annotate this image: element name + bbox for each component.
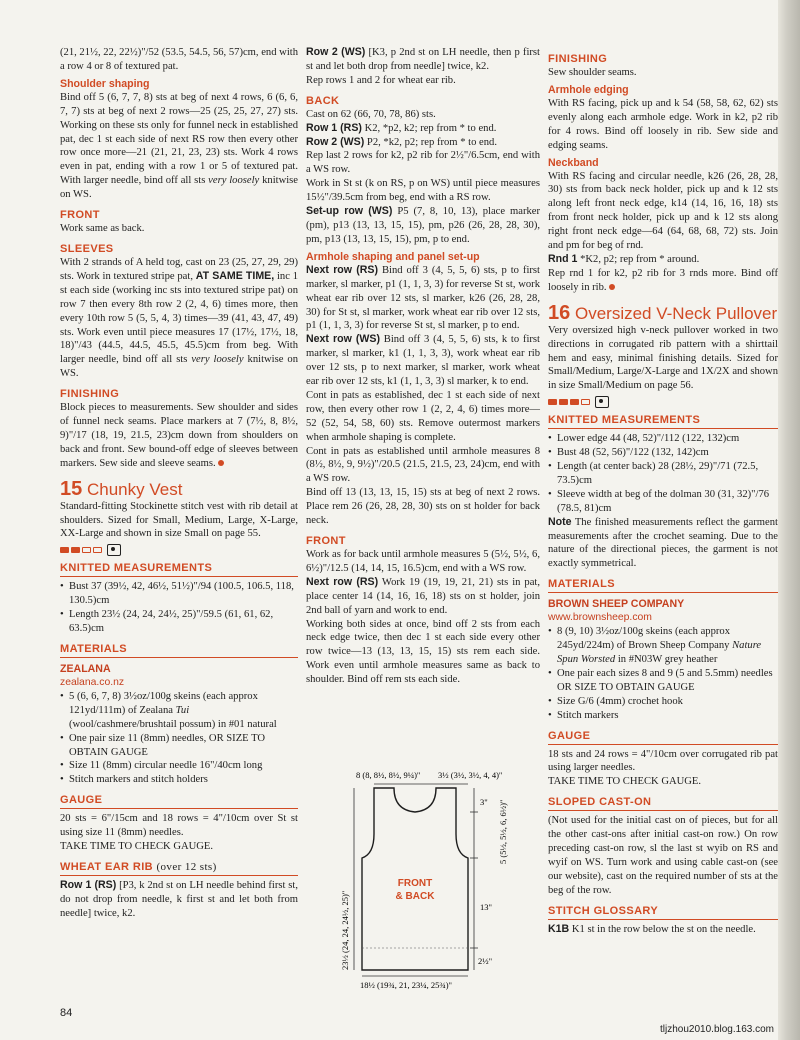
skill-level-empty-icon bbox=[581, 399, 590, 405]
end-dot-icon bbox=[609, 284, 615, 290]
list-item: • Stitch markers and stitch holders bbox=[60, 773, 298, 787]
armhole-edging-text: With RS facing, pick up and k 54 (58, 58, 62, 62) sts evenly along each armhole edge. Work in k2, p2 rib for 4 rows. Bind off loosely in rib. Sew side and edging seams. bbox=[548, 97, 778, 151]
gauge-text: 20 sts = 6"/15cm and 18 rows = 4"/10cm over St st using size 11 (8mm) needles. bbox=[60, 813, 298, 839]
list-item: • Length (at center back) 28 (28½, 29)"/71 (72.5, 73.5)cm bbox=[548, 460, 778, 488]
continue-2: Cont in pats as established until armhole measures 8 (8½, 8½, 9, 9½)"/20.5 (21.5, 21.5, 23, 24)cm, end with a WS row. bbox=[306, 445, 540, 485]
list-item: • One pair each sizes 8 and 9 (5 and 5.5mm) needles OR SIZE TO OBTAIN GAUGE bbox=[548, 667, 778, 695]
front-heading-2: FRONT bbox=[306, 535, 346, 547]
gauge-check-16: TAKE TIME TO CHECK GAUGE. bbox=[548, 776, 702, 788]
schematic-top-right-label: 3½ (3½, 3½, 4, 4)" bbox=[438, 770, 503, 780]
brand-name: ZEALANA bbox=[60, 663, 111, 675]
next-row-ws: Next row (WS) Bind off 3 (4, 5, 5, 6) sts, k to first marker, sl marker, k1 (1, 1, 3, 3), work wheat ear rib over 12 sts, p to next marker, sl marker, work wheat ear rib over 12 sts, k1 (1, 1, 3, 3) sl marker, k to end. bbox=[306, 333, 540, 388]
materials-list-16 bbox=[548, 625, 778, 722]
neckband-text: With RS facing and circular needle, k26 (26, 28, 28, 30) sts from back neck holder, pick up and k 12 sts along left front neck edge, k14 (14, 16, 16, 18) sts from front neck holder, pick up and k 12 sts along right front neck edge—64 (64, 68, 68, 72) sts. Join and pm for beg of rnd. bbox=[548, 170, 778, 252]
shoulder-intro: (21, 21½, 22, 22½)"/52 (53.5, 54.5, 56, 57)cm, end with a row 4 or 8 of textured pat. bbox=[60, 47, 298, 72]
brand-name-16: BROWN SHEEP COMPANY bbox=[548, 598, 685, 611]
pattern-15-description: Standard-fitting Stockinette stitch vest with rib detail at shoulders. Sized for Small, Medium, Large, X-Large, XX-Large and shown in size Small on page 55. bbox=[60, 500, 298, 540]
gauge-text-16: 18 sts and 24 rows = 4"/10cm over corrugated rib pat using larger needles. bbox=[548, 748, 778, 774]
skill-level-indicator bbox=[60, 545, 298, 555]
k1b-definition: K1B K1 st in the row below the st on the needle. bbox=[548, 922, 756, 935]
pattern-16-title: 16 Oversized V-Neck Pullover bbox=[548, 301, 778, 324]
continue-1: Cont in pats as established, dec 1 st each side of next row, then every other row 1 (2, 2, 4, 6) times more—52 (52, 54, 58, 60) sts. Remove outermost markers when armhole shaping is complete. bbox=[306, 389, 540, 443]
front-work: Working both sides at once, bind off 2 sts from each neck edge twice, then dec 1 st each side every other row twice—13 (13, 13, 15, 15) sts rem each side. Work even until armhole measures same as back to shoulder. Bind off rem sts each side. bbox=[306, 618, 540, 686]
gauge-heading: GAUGE bbox=[60, 793, 298, 809]
schematic-width: 18½ (19¾, 21, 23¼, 25¾)" bbox=[360, 980, 453, 990]
end-dot-icon bbox=[218, 460, 224, 466]
yarn-weight-icon bbox=[595, 396, 609, 408]
back-heading: BACK bbox=[306, 94, 340, 107]
measurements-list-16 bbox=[548, 432, 778, 515]
list-item: • Sleeve width at beg of the dolman 30 (31, 32)"/76 (78.5, 81)cm bbox=[548, 488, 778, 516]
next-row-rs: Next row (RS) Bind off 3 (4, 5, 5, 6) sts, p to first marker, sl marker, p1 (1, 1, 3, 3) for reverse St st, work wheat ear rib over 12 sts, sl marker, k26 (26, 28, 28, 30) for St st, sl marker, work wheat ear rib over 12 sts, p1 (1, 1, 3, 3) for reverse St st, sl marker, p to end. bbox=[306, 263, 540, 332]
pattern-16-description: Very oversized high v-neck pullover worked in two directions in corrugated rib pattern with a shirttail hem and easy, minimal finishing details. Sized for Small/Medium, Large/X-Large and 1X/2X and shown in size Small/Medium on page 56. bbox=[548, 324, 778, 392]
shoulder-shaping-text: Bind off 5 (6, 7, 7, 8) sts at beg of next 4 rows, 6 (6, 6, 7, 7) sts at beg of next 2 rows—25 (25, 25, 27, 27) sts. Working on these sts only for funnel neck in established pat, dec 1 st each side of next RS row then every other row once more—21 (21, 21, 23, 23) sts. Work 4 rows even in pat, ending with a row 1 or 5 of textured pat. With larger needle, bind off all sts very loosely knitwise on WS. bbox=[60, 91, 298, 201]
list-item: • Stitch markers bbox=[548, 709, 778, 723]
list-item: • Size G/6 (4mm) crochet hook bbox=[548, 695, 778, 709]
front-next-row: Next row (RS) Work 19 (19, 19, 21, 21) sts in pat, place center 14 (14, 16, 16, 18) sts on st holder, join 2nd ball of yarn and work to end. bbox=[306, 575, 540, 616]
page-number: 84 bbox=[60, 1007, 73, 1019]
materials-heading: MATERIALS bbox=[60, 642, 298, 658]
rep-text: Rep rows 1 and 2 for wheat ear rib. bbox=[306, 74, 456, 86]
yarn-weight-icon bbox=[107, 544, 121, 556]
armhole-edging-heading: Armhole edging bbox=[548, 83, 629, 96]
schematic-label-back: & BACK bbox=[395, 891, 435, 902]
schematic-label-front: FRONT bbox=[397, 878, 433, 889]
stitch-glossary-heading: STITCH GLOSSARY bbox=[548, 904, 778, 920]
column-3 bbox=[548, 46, 778, 937]
finishing-text-3: Sew shoulder seams. bbox=[548, 67, 637, 78]
finishing-text: Block pieces to measurements. Sew shoulder and sides of funnel neck seams. Place markers at 7 (7½, 8, 8½, 9)"/17 (18, 19, 21.5, 23)cm down from shoulders on back and front. Sew bound-off edge of sleeves between markers. Sew side and sleeve seams. bbox=[60, 402, 298, 469]
skill-level-indicator-16 bbox=[548, 397, 778, 407]
brand-url-16[interactable]: www.brownsheep.com bbox=[548, 612, 652, 624]
back-rep: Rep last 2 rows for k2, p2 rib for 2½"/6.5cm, end with a WS row. bbox=[306, 150, 540, 176]
list-item: • Size 11 (8mm) circular needle 16"/40cm long bbox=[60, 759, 298, 773]
back-row-1: Row 1 (RS) K2, *p2, k2; rep from * to end. bbox=[306, 121, 497, 134]
schematic-rib-depth: 2½" bbox=[478, 956, 493, 966]
gauge-heading-16: GAUGE bbox=[548, 729, 778, 745]
armhole-heading: Armhole shaping and panel set-up bbox=[306, 250, 480, 263]
rnd-rep-text: Rep rnd 1 for k2, p2 rib for 3 rnds more. Bind off loosely in rib. bbox=[548, 267, 778, 293]
skill-level-block-icon bbox=[548, 399, 557, 405]
schematic-neck-depth: 3" bbox=[480, 797, 488, 807]
front-text: Work same as back. bbox=[60, 223, 145, 235]
column-2 bbox=[306, 46, 540, 687]
sleeves-text: With 2 strands of A held tog, cast on 23 (25, 27, 29, 29) sts. Work in textured stripe pat, AT SAME TIME, inc 1 st each side (working inc sts into textured stripe pat) on row 7 then every 8th row 2 (2, 4, 6) times more, then every 10th row 5 (5, 5, 4, 3) times—39 (41, 43, 47, 49) sts. Work even until piece measures 17 (17½, 17½, 18, 18)"/43 (44.5, 44.5, 45.5, 45.5)cm from beg. With larger needle, bind off all sts very loosely knitwise on WS. bbox=[60, 256, 298, 380]
page-gutter-shadow bbox=[778, 0, 800, 1040]
front-text-2: Work as for back until armhole measures 5 (5½, 5½, 6, 6½)"/12.5 (14, 14, 15, 16.5)cm, end with a WS row. bbox=[306, 549, 540, 574]
row-2-text: Row 2 (WS) [K3, p 2nd st on LH needle, then p first st and let both drop from needle] twice, k2. bbox=[306, 46, 540, 72]
list-item: • Bust 37 (39½, 42, 46½, 51½)"/94 (100.5, 106.5, 118, 130.5)cm bbox=[60, 580, 298, 608]
schematic-armhole-depth: 5 (5½, 5½, 6, 6½)" bbox=[498, 799, 508, 864]
sloped-cast-on-heading: SLOPED CAST-ON bbox=[548, 795, 778, 811]
measurements-list bbox=[60, 580, 298, 636]
gauge-check: TAKE TIME TO CHECK GAUGE. bbox=[60, 841, 214, 853]
knitted-measurements-heading-16: KNITTED MEASUREMENTS bbox=[548, 413, 778, 429]
setup-row: Set-up row (WS) P5 (7, 8, 10, 13), place marker (pm), p13 (13, 13, 15, 15), pm, p26 (26, 28, 28, 30), pm, p13 (13, 13, 15, 15), pm, p to end. bbox=[306, 205, 541, 245]
list-item: • 8 (9, 10) 3½oz/100g skeins (each approx 245yd/224m) of Brown Sheep Company Nature Spun Worsted in #N03W grey heather bbox=[548, 625, 778, 667]
schematic-side-length: 13" bbox=[480, 902, 492, 912]
finishing-heading: FINISHING bbox=[60, 388, 120, 401]
list-item: • 5 (6, 6, 7, 8) 3½oz/100g skeins (each approx 121yd/111m) of Zealana Tui (wool/cashmere/brushtail possum) in #01 natural bbox=[60, 690, 298, 732]
front-back-schematic bbox=[334, 770, 534, 990]
watermark-credit: tljzhou2010.blog.163.com bbox=[660, 1024, 774, 1035]
brand-url[interactable]: zealana.co.nz bbox=[60, 677, 125, 688]
materials-heading-16: MATERIALS bbox=[548, 577, 778, 593]
skill-level-block-icon bbox=[71, 547, 80, 553]
wheat-ear-rib-heading: WHEAT EAR RIB (over 12 sts) bbox=[60, 860, 298, 876]
back-work: Work in St st (k on RS, p on WS) until piece measures 15½"/39.5cm from beg, end with a RS row. bbox=[306, 178, 540, 204]
sloped-cast-on-text: (Not used for the initial cast on of pieces, but for all the other cast-ons after initial cast-on row.) On row preceding cast-on row, sl the last st wyib on RS and wyif on WS. Turn work and using cable cast-on (see our website), cast on the required number of sts at the beg of the row. bbox=[548, 815, 778, 896]
skill-level-block-icon bbox=[559, 399, 568, 405]
schematic-top-left-label: 8 (8, 8½, 8½, 9¼)" bbox=[356, 770, 421, 780]
list-item: • One pair size 11 (8mm) needles, OR SIZE TO OBTAIN GAUGE bbox=[60, 732, 298, 760]
list-item: • Lower edge 44 (48, 52)"/112 (122, 132)cm bbox=[548, 432, 778, 446]
note-text: Note The finished measurements reflect the garment measurements after the crochet seaming. Due to the nature of the directional pieces, the garment is not exactly symmetrical. bbox=[548, 515, 778, 570]
back-row-2: Row 2 (WS) P2, *k2, p2; rep from * to end. bbox=[306, 135, 497, 148]
skill-level-empty-icon bbox=[93, 547, 102, 553]
schematic-length: 23½ (24, 24, 24½, 25)" bbox=[340, 890, 350, 970]
skill-level-block-icon bbox=[570, 399, 579, 405]
front-heading: FRONT bbox=[60, 209, 100, 222]
sleeves-heading: SLEEVES bbox=[60, 242, 114, 255]
pattern-15-title: 15 Chunky Vest bbox=[60, 477, 183, 500]
shoulder-shaping-heading: Shoulder shaping bbox=[60, 77, 150, 90]
back-cast-on: Cast on 62 (66, 70, 78, 86) sts. bbox=[306, 108, 436, 120]
column-1 bbox=[60, 46, 298, 921]
materials-list bbox=[60, 690, 298, 787]
skill-level-empty-icon bbox=[82, 547, 91, 553]
list-item: • Length 23½ (24, 24, 24½, 25)"/59.5 (61, 61, 62, 63.5)cm bbox=[60, 608, 298, 636]
row-1-text: Row 1 (RS) [P3, k 2nd st on LH needle behind first st, do not drop from needle, k first st and let both from needle] twice, k2. bbox=[60, 878, 298, 919]
skill-level-block-icon bbox=[60, 547, 69, 553]
list-item: • Bust 48 (52, 56)"/122 (132, 142)cm bbox=[548, 446, 778, 460]
bind-off-text: Bind off 13 (13, 13, 15, 15) sts at beg of next 2 rows. Place rem 26 (26, 28, 28, 30) sts on st holder for back neck. bbox=[306, 487, 540, 527]
neckband-heading: Neckband bbox=[548, 156, 599, 169]
finishing-heading-3: FINISHING bbox=[548, 53, 608, 65]
knitted-measurements-heading: KNITTED MEASUREMENTS bbox=[60, 561, 298, 577]
rnd-1-text: Rnd 1 *K2, p2; rep from * around. bbox=[548, 252, 700, 265]
